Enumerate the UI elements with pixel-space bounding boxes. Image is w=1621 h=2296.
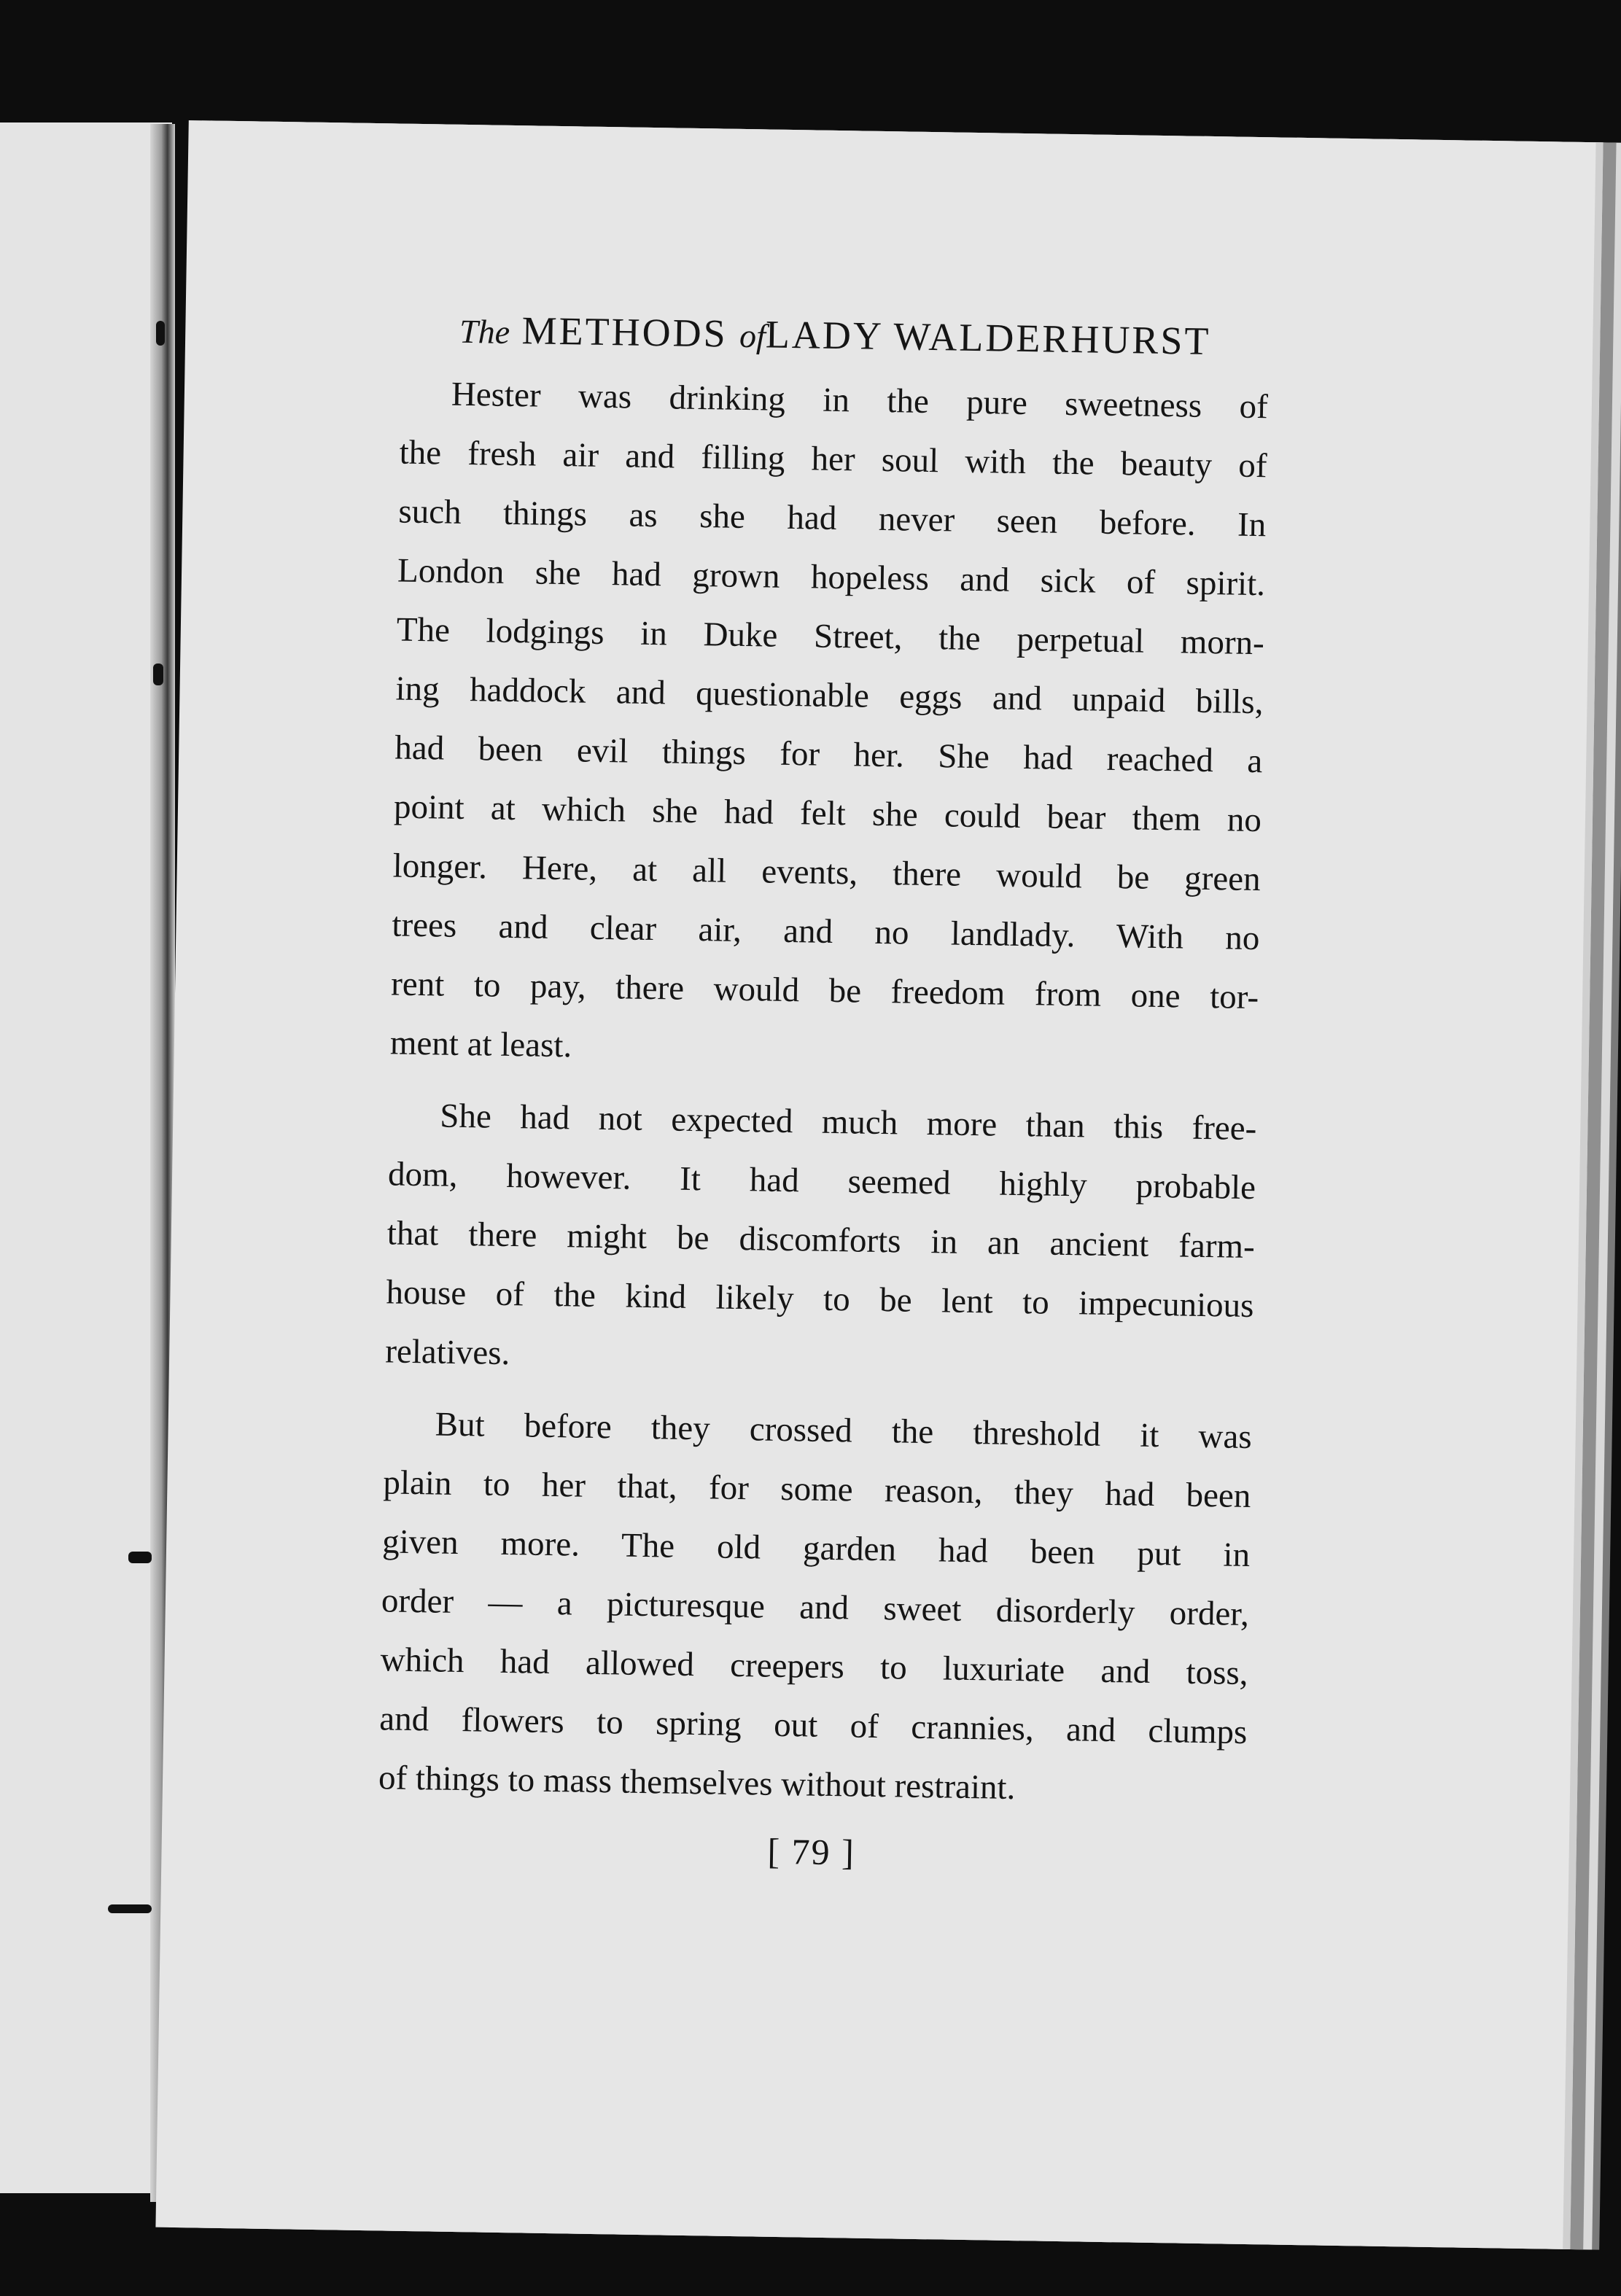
text-line: longer. Here, at all events, there would be green bbox=[392, 847, 1262, 899]
facing-page-edge bbox=[0, 122, 172, 2193]
text-line: Hester was drinking in the pure sweetness of bbox=[451, 375, 1269, 427]
text-line: which had allowed creepers to luxuriate and toss, bbox=[380, 1641, 1248, 1693]
running-head-part1: METHODS bbox=[521, 308, 728, 356]
running-head-part2: LADY WALDERHURST bbox=[765, 312, 1211, 363]
text-line: and flowers to spring out of crannies, and clumps bbox=[379, 1700, 1248, 1752]
paragraph-1 bbox=[389, 365, 1268, 1087]
gutter-ink-mark bbox=[156, 321, 165, 346]
gutter-ink-mark bbox=[128, 1552, 152, 1563]
text-line: dom, however. It had seemed highly probable bbox=[387, 1155, 1256, 1207]
book-page bbox=[155, 120, 1603, 2249]
text-line: given more. The old garden had been put in bbox=[381, 1522, 1251, 1575]
text-line: point at which she had felt she could bear them no bbox=[393, 787, 1262, 840]
running-head-prefix: The bbox=[459, 312, 510, 351]
text-line: relatives. bbox=[384, 1332, 510, 1373]
running-head-connector: of bbox=[739, 316, 766, 355]
text-line: order — a picturesque and sweet disorderly order, bbox=[381, 1581, 1250, 1634]
paragraph-2 bbox=[385, 1086, 1257, 1395]
text-line: the fresh air and filling her soul with the beauty of bbox=[399, 433, 1267, 486]
text-line: ment at least. bbox=[389, 1024, 572, 1065]
gutter-ink-mark bbox=[108, 1904, 152, 1913]
text-line: London she had grown hopeless and sick of spirit. bbox=[397, 551, 1266, 604]
text-line: The lodgings in Duke Street, the perpetual morn- bbox=[396, 610, 1265, 663]
text-line: had been evil things for her. She had reached a bbox=[394, 728, 1263, 781]
text-line: of things to mass themselves without restraint. bbox=[378, 1759, 1016, 1807]
text-line: She had not expected much more than this free- bbox=[440, 1097, 1257, 1148]
text-line: plain to her that, for some reason, they had been bbox=[383, 1463, 1251, 1516]
text-line: ing haddock and questionable eggs and unpaid bills, bbox=[395, 669, 1264, 722]
page-number: [ 79 ] bbox=[767, 1830, 856, 1873]
text-line: But before they crossed the threshold it was bbox=[435, 1405, 1253, 1457]
page-text-block bbox=[377, 306, 1269, 1880]
text-line: such things as she had never seen before. In bbox=[398, 492, 1267, 545]
text-line: house of the kind likely to be lent to impecunious bbox=[386, 1273, 1254, 1326]
text-line: trees and clear air, and no landlady. With no bbox=[392, 906, 1260, 958]
text-line: that there might be discomforts in an ancient farm- bbox=[386, 1214, 1256, 1266]
paragraph-3 bbox=[378, 1394, 1252, 1821]
text-line: rent to pay, there would be freedom from one tor- bbox=[390, 965, 1259, 1017]
running-head bbox=[401, 306, 1270, 365]
gutter-ink-mark bbox=[153, 663, 163, 685]
